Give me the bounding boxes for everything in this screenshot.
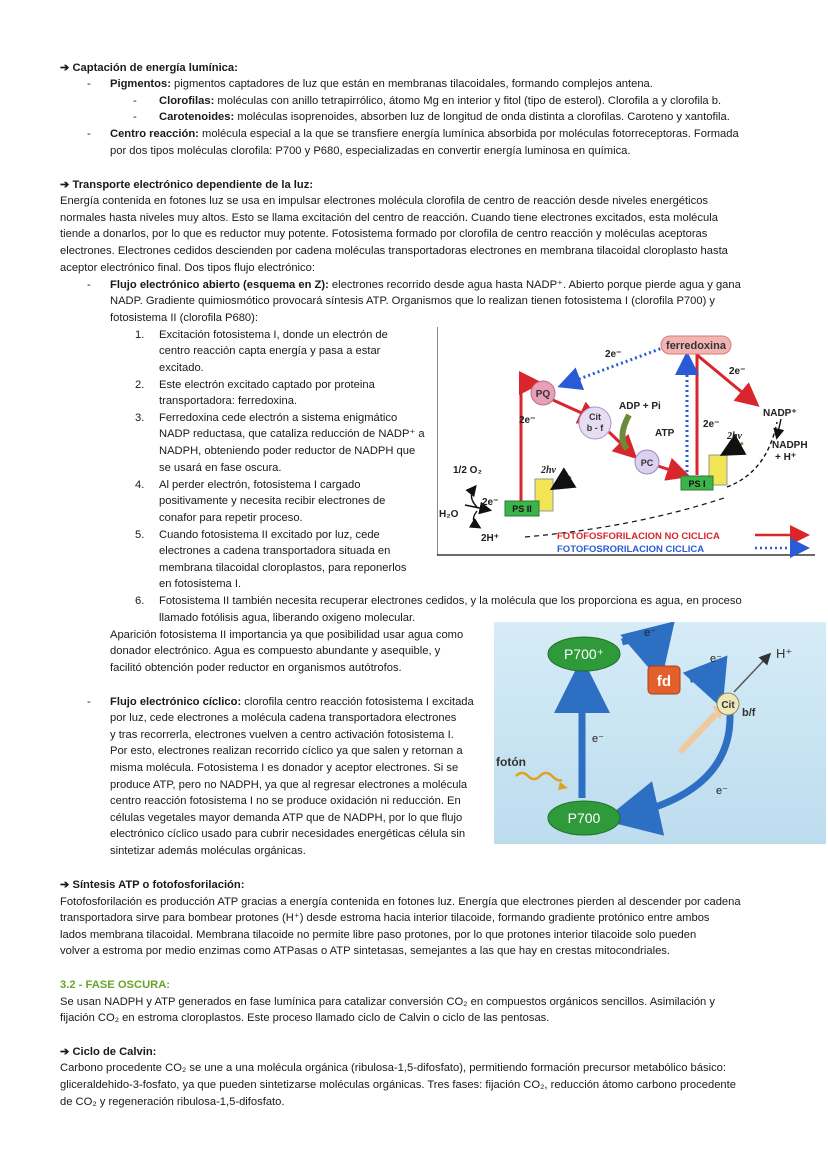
para-line: de CO₂ y regeneración ribulosa-1,5-difosfato. [60,1096,285,1108]
abierto-item-cont: fotosistema II (clorofila P680): [110,312,258,324]
para-line: aceptor electrónico final. Dos tipos flujo electrónico: [60,262,315,274]
carotenoides-item: Carotenoides: moléculas isoprenoides, absorben luz de longitud de onda distinta a clorofilas. Caroteno y xantofila. [159,111,730,123]
step-line: en fotosistema I. [159,578,242,590]
step-line: Ferredoxina cede electrón a sistema enigmático [159,412,398,424]
step-line: se usará en fase oscura. [159,462,282,474]
step-line: transportadora: ferredoxina. [159,395,298,407]
ps1-label: PS I [688,479,706,489]
fd-label: fd [656,673,672,690]
2h-label: 2H⁺ [481,533,500,544]
light-arrow [725,443,743,453]
step-number: 1. [135,329,145,341]
ps2-label: PS II [512,504,532,514]
ciclico-line: células vegetales mayor demanda ATP que de NADPH, por lo que flujo [110,812,463,824]
heading-sintesis-atp: ➔ Síntesis ATP o fotofosforilación: [60,879,245,891]
p700-plus-label: P700⁺ [563,646,605,662]
pq-label: PQ [535,389,551,400]
e-label: 2e⁻ [605,349,622,360]
step-number: 4. [135,479,145,491]
ciclico-line: por luz, cede electrones a molécula cadena transportadora electrones [110,712,457,724]
step-line: Este electrón excitado captado por proteina [159,379,375,391]
step-number: 3. [135,412,145,424]
half-o2-label: 1/2 O₂ [453,465,482,476]
step-line: Cuando fotosistema II excitado por luz, cede [159,529,380,541]
proton-arrow [473,511,479,527]
heading-captacion: ➔ Captación de energía lumínica: [60,62,238,74]
cit-label: Cit [589,412,601,422]
step-number: 2. [135,379,145,391]
e-label: e⁻ [716,785,728,797]
ciclico-line: y tras recorrerla, electrones vuelven a centro activación fotosistema I. [110,729,454,741]
ciclico-line: misma molécula. Fotosistema I es donador y aceptor electrones. Si se [110,762,459,774]
step-line: positivamente y necesita recibir electrones de [159,495,386,507]
bullet-dash: - [87,78,91,90]
para-line: donador electrónico. Agua es compuesto abundante y asequible, y [110,645,441,657]
para-line: tiende a donarlos, por lo que es reductor muy potente. Fotosistema formado por clorofila de centro reacción y moléculas aceptoras [60,228,708,240]
h-plus-label: H⁺ [776,646,793,661]
red-arrow [655,465,685,475]
step-line: llamado fotólisis agua, liberando oxigeno molecular. [159,612,416,624]
step-number: 5. [135,529,145,541]
para-line: Energía contenida en fotones luz se usa en impulsar electrones molécula clorofila de centro de reacción desde niveles energéticos [60,195,709,207]
abierto-item: Flujo electrónico abierto (esquema en Z): electrones recorrido desde agua hasta NADP⁺. Abierto porque pierde agua y gana [110,279,741,291]
nadph-arrow [777,419,781,437]
oxygen-arrow [471,487,477,507]
para-line: lados membrana tilacoidal. Membrana tilacoide no permite libre paso protones, por lo que protones interior tilacoide solo pueden [60,929,697,941]
para-line: Fotofosforilación es producción ATP gracias a energía contenida en fotones luz. Energía que electrones pierden al descender por cadena [60,896,741,908]
abierto-item-cont: NADP. Gradiente quimiosmótico provocará síntesis ATP. Organismos que lo realizan tienen fotosistema I (clorofila P700) y [110,295,716,307]
step-line: electrones a cadena transportadora situada en [159,545,391,557]
step-line: centro reacción capta energía y pasa a estar [159,345,381,357]
adp-label: ADP + Pi [619,401,661,412]
e-label: 2e⁻ [482,497,499,508]
bullet-dash: - [133,111,137,123]
e-label: 2e⁻ [703,419,720,430]
bullet-dash: - [87,279,91,291]
atp-label: ATP [655,428,675,439]
hv-label: 2hν [727,431,742,442]
para-line: fijación CO₂ en estroma cloroplastos. Este proceso llamado ciclo de Calvin o ciclo de las pentosas. [60,1012,550,1024]
e-label: e⁻ [710,653,722,665]
para-line: Se usan NADPH y ATP generados en fase lumínica para catalizar conversión CO₂ en compuestos orgánicos sencillos. Asimilación y [60,996,715,1008]
para-line: gliceraldehido-3-fosfato, ya que pueden sintetizarse moléculas orgánicas. Tres fases: fijación CO₂, reducción átomo carbono procedente [60,1079,736,1091]
para-line: volver a estroma por medio enzimas como ATPasas o ATP sintetasas, semejantes a las que hay en crestas mitocondriales. [60,945,671,957]
nadph-label: NADPH [772,440,808,451]
nadp-label: NADP⁺ [763,408,797,419]
bf-label: b/f [742,707,756,719]
para-line: Carbono procedente CO₂ se une a una molécula orgánica (ribulosa-1,5-difosfato), permitiendo formación precursor metabólico básico: [60,1062,727,1074]
para-line: transportadora sirve para bombear protones (H⁺) desde estroma hacia interior tilacoide, formando gradiente protónico entre ambos [60,912,710,924]
para-line: normales hasta niveles muy altos. Esto se llama excitación del centro de reacción. Cuando tiene electrones excitados, esta molécula [60,212,718,224]
heading-fase-oscura: 3.2 - FASE OSCURA: [60,979,171,991]
ciclico-line: Por esto, electrones realizan recorrido cíclico ya que salen y retornan a [110,745,463,757]
heading-transporte: ➔ Transporte electrónico dependiente de la luz: [60,179,314,191]
ferredoxina-label: ferredoxina [666,340,726,352]
p700-label: P700 [567,810,601,826]
ciclico-line: produce ATP, pero no NADPH, ya que al regresar electrones a molécula [110,779,468,791]
step-line: NADP reductasa, que cataliza reducción de NADP⁺ a [159,428,425,440]
e-label: 2e⁻ [729,366,746,377]
para-line: facilitó obtención poder reductor en organismos autótrofos. [110,662,402,674]
plus-h-label: + H⁺ [775,452,797,463]
cit-label: Cit [721,700,735,711]
ciclico-line: centro reacción fotosistema I no se produce oxidación ni reducción. En [110,795,461,807]
clorofilas-item: Clorofilas: moléculas con anillo tetrapirrólico, átomo Mg en interior y fitol (tipo de esterol). Clorofila a y clorofila b. [159,95,722,107]
light-arrow [555,477,571,487]
bf-label: b - f [586,423,604,433]
ciclico-line: sintetizar además moléculas orgánicas. [110,845,306,857]
bullet-dash: - [133,95,137,107]
centro-item-cont: por dos tipos moléculas clorofila: P700 y P680, especializadas en convertir energía luminosa en química. [110,145,631,157]
heading-ciclo-calvin: ➔ Ciclo de Calvin: [60,1046,157,1058]
foton-label: fotón [496,755,526,769]
z-scheme-diagram [437,327,815,559]
para-line: electrones. Electrones cedidos descienden por cadena moléculas transportadoras electrones en membrana tilacoidal cloroplasto hasta [60,245,728,257]
e-label: 2e⁻ [519,415,536,426]
step-line: Fotosistema II también necesita recuperar electrones cedidos, y la molécula que los proporciona es agua, en proceso [159,595,742,607]
e-label: e⁻ [592,733,604,745]
e-label: e⁻ [644,627,656,639]
step-line: NADPH, obteniendo poder reductor de NADPH que [159,445,416,457]
ciclico-line: electrónico cíclico usado para cubrir necesidades energéticas célula sin [110,828,466,840]
pigmentos-item: Pigmentos: pigmentos captadores de luz que están en membranas tilacoidales, formando complejos antena. [110,78,653,90]
bullet-dash: - [87,696,91,708]
atp-arrow [622,415,629,449]
step-line: Al perder electrón, fotosistema I cargado [159,479,361,491]
ciclico-item: Flujo electrónico cíclico: clorofila centro reacción fotosistema I excitada [110,696,474,708]
h2o-label: H₂O [439,509,459,520]
step-line: Excitación fotosistema I, donde un electrón de [159,329,388,341]
step-line: excitado. [159,362,204,374]
hv-label: 2hν [541,465,556,476]
step-line: conafor para repetir proceso. [159,512,303,524]
step-line: membrana tilacoidal cloroplastos, para reponerlos [159,562,407,574]
legend-noncyclic: FOTOFOSFORILACION NO CICLICA [557,531,720,542]
pc-label: PC [640,458,654,468]
para-line: Aparición fotosistema II importancia ya que posibilidad usar agua como [110,629,464,641]
step-number: 6. [135,595,145,607]
centro-item: Centro reacción: molécula especial a la que se transfiere energía lumínica absorbida por moléculas fotorreceptoras. Formada [110,128,739,140]
bullet-dash: - [87,128,91,140]
cyclic-flow-diagram [494,622,826,844]
legend-cyclic: FOTOFOSRORILACION CICLICA [557,544,705,555]
